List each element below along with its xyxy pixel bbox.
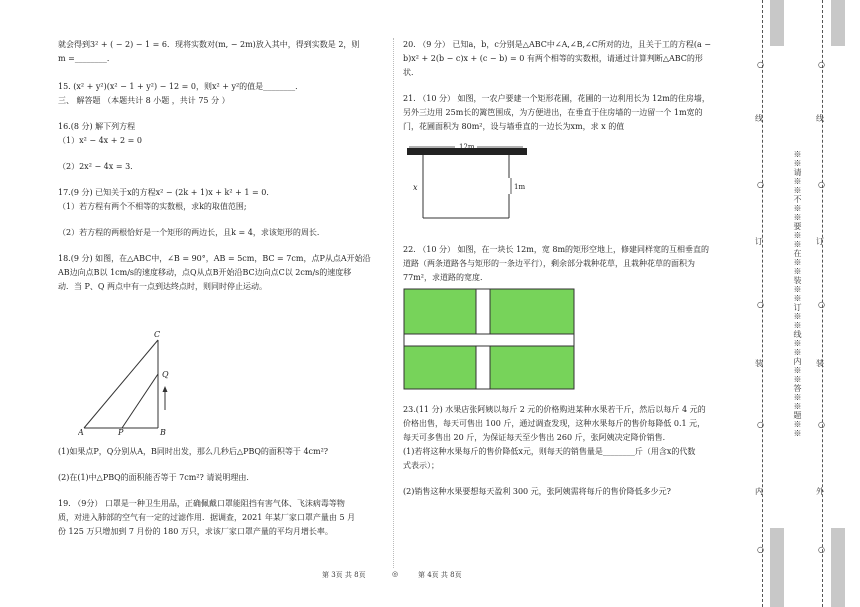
strip-mark-nei: 内 [755, 487, 763, 496]
strip-circle-9: ○ [818, 420, 825, 429]
right-column [403, 38, 730, 134]
strip-circle-8: ○ [818, 300, 825, 309]
question-21-line-3: 门，花圃面积为 80m²，设与墙垂直的一边长为xm，求 x 的值 [403, 122, 625, 131]
intro-line-2: m =________． [58, 54, 115, 63]
question-23-line-3: 每天可多售出 20 斤，为保证每天至少售出 260 斤，张阿姨决定降价销售． [403, 433, 671, 442]
strip-circle-5: ○ [757, 545, 764, 554]
question-16-part-2: （2）2x² − 4x = 3． [58, 162, 139, 171]
figure-label-p: P [118, 428, 124, 436]
strip-mark-wai: 外 [816, 487, 824, 496]
question-19-line-2: 质，对进入肺部的空气有一定的过滤作用．据调查，2021 年某厂家口罩产量由 5 月 [58, 513, 356, 522]
question-19-line-1: 19. （9分） 口罩是一种卫生用品，正确佩戴口罩能阻挡有害气体、飞沫病毒等物 [58, 499, 345, 508]
question-23-part-1b: 式表示）； [403, 461, 439, 470]
field-road-figure [403, 288, 579, 394]
right-column-lower [403, 403, 730, 499]
question-18-line-3: 动．当 P、Q 两点中有一点到达终点时，则同时停止运动。 [58, 282, 268, 291]
question-18-part-2: (2)在(1)中△PBQ的面积能否等于 7cm²? 请说明理由． [58, 473, 255, 482]
question-17-part-1: （1）若方程有两个不相等的实数根，求k的取值范围; [58, 202, 247, 211]
question-19-line-3: 份 125 万只增加到 7 月份的 180 万只，求该厂家口罩产量的平均月增长率。 [58, 527, 333, 536]
page-footer-right: 第 4页 共 8页 [418, 571, 462, 579]
strip-bar-bottom-right [831, 528, 845, 607]
question-22-line-3: 77m²，求道路的宽度． [403, 273, 488, 282]
question-17-title: 17.(9 分) 已知关于x的方程x² − (2k + 1)x + k² + 1 = 0． [58, 188, 275, 197]
side-x-label: x [413, 183, 418, 192]
strip-circle-3: ○ [757, 300, 764, 309]
page-footer-left: 第 3页 共 8页 [322, 571, 366, 579]
binding-warning-text: ※※请※※不※※要※※在※※装※※订※※线※※内※※答※※题※※ [793, 150, 802, 438]
figure-label-a: A [78, 428, 84, 436]
question-20-line-2: b)x² + 2(b − c)x + (c − b) = 0 有两个相等的实数根，请通过计算判断△ABC的形 [403, 54, 703, 63]
strip-mark-xian-outer: 线 [816, 114, 824, 123]
question-15: 15. (x² + y²)(x² − 1 + y²) − 12 = 0，则x² + y²的值是________． [58, 82, 304, 91]
section-3-heading: 三、 解答题 （本题共计 8 小题 ，共计 75 分 ） [58, 96, 230, 105]
strip-circle-2: ○ [757, 180, 764, 189]
question-17-part-2: （2）若方程的两根恰好是一个矩形的两边长，且k = 4，求该矩形的周长． [58, 228, 325, 237]
intro-line-1: 就会得到3² + ( − 2) − 1 = 6．现将实数对(m, − 2m)放入其中，得到实数是 2，则 [58, 40, 360, 49]
figure-label-q: Q [162, 370, 169, 379]
question-23-part-2: (2)销售这种水果要想每天盈利 300 元，张阿姨需将每斤的售价降低多少元? [403, 487, 671, 496]
question-18-line-1: 18.(9 分) 如图，在△ABC中，∠B = 90°，AB = 5cm，BC = 7cm，点P从点A开始沿 [58, 254, 371, 263]
left-column [58, 38, 380, 294]
strip-bar-top [770, 0, 784, 46]
question-22-line-2: 道路（两条道路各与矩形的一条边平行），剩余部分栽种花草，且栽种花草的面积为 [403, 259, 695, 268]
strip-mark-zhuang-outer: 装 [816, 359, 824, 368]
strip-mark-ding-outer: 订 [816, 237, 824, 246]
question-20-line-1: 20. （9 分） 已知a，b，c分别是△ABC中∠A,∠B,∠C所对的边，且关于工的方程(a − [403, 40, 711, 49]
question-16-title: 16.(8 分) 解下列方程 [58, 122, 136, 131]
strip-circle-7: ○ [818, 180, 825, 189]
door-width-label: 1m [514, 183, 526, 191]
question-23-line-2: 价格出售，每天可售出 100 斤，通过调查发现，这种水果每斤的售价每降低 0.1 元， [403, 419, 706, 428]
question-23-line-1: 23.(11 分) 水果店张阿姨以每斤 2 元的价格购进某种水果若干斤，然后以每斤 4 元的 [403, 405, 706, 414]
page-footer-separator: ◎ [392, 570, 399, 578]
strip-circle-4: ○ [757, 420, 764, 429]
strip-circle-6: ○ [818, 60, 825, 69]
garden-figure [403, 142, 543, 224]
strip-bar-bottom [770, 528, 784, 607]
question-18-line-2: AB边向点B以 1cm/s的速度移动，点Q从点B开始沿BC边向点C以 2cm/s的速度移 [58, 268, 352, 277]
triangle-figure [78, 330, 188, 436]
question-22-line-1: 22. （10 分） 如图，在一块长 12m，宽 8m的矩形空地上，修建同样宽的互相垂直的 [403, 245, 710, 254]
wall-length-label: 12m [459, 143, 475, 151]
strip-bar-top-right [831, 0, 845, 46]
column-divider [393, 38, 394, 568]
strip-mark-zhuang: 装 [755, 359, 763, 368]
question-20-line-3: 状． [403, 68, 419, 77]
strip-mark-ding: 订 [755, 237, 763, 246]
left-column-lower [58, 445, 380, 539]
question-16-part-1: （1）x² − 4x + 2 = 0 [58, 136, 142, 145]
question-21-line-1: 21. （10 分） 如图，一农户要建一个矩形花圃，花圃的一边利用长为 12m的住房墙， [403, 94, 710, 103]
strip-mark-xian: 线 [755, 114, 763, 123]
right-column-middle [403, 243, 730, 285]
question-23-part-1a: (1)若将这种水果每斤的售价降低x元，则每天的销售量是________斤（用含x的代数 [403, 447, 696, 456]
figure-label-c: C [154, 330, 161, 339]
strip-circle-1: ○ [757, 60, 764, 69]
figure-label-b: B [160, 428, 166, 436]
strip-circle-10: ○ [818, 545, 825, 554]
question-18-part-1: (1)如果点P，Q分别从A，B同时出发，那么几秒后△PBQ的面积等于 4cm²? [58, 447, 329, 456]
question-21-line-2: 另外三边用 25m长的篱笆围成，为方便进出，在垂直于住房墙的一边留一个 1m宽的 [403, 108, 703, 117]
